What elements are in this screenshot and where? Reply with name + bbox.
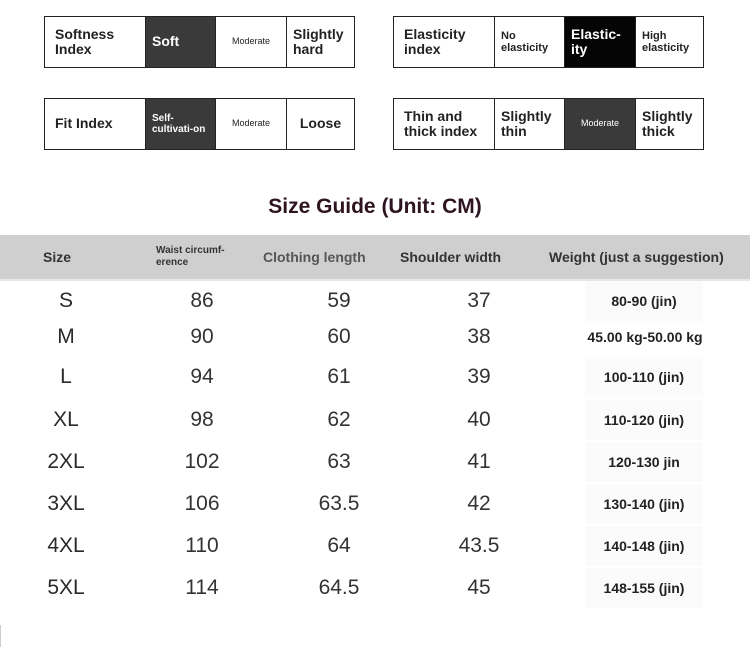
softness-index-label: Softness Index: [55, 25, 115, 57]
softness-option-soft: Soft: [145, 17, 215, 67]
waist-cell: 90: [190, 325, 214, 348]
weight-cell: 148-155 (jin): [585, 568, 703, 608]
fit-option-self-cultivation: Self-cultivati-on: [145, 99, 215, 149]
weight-cell: 120-130 jin: [585, 442, 703, 482]
shoulder-cell: 38: [467, 325, 491, 348]
table-row: [0, 317, 750, 357]
size-guide-title: Size Guide (Unit: CM): [268, 195, 482, 218]
weight-cell: 110-120 (jin): [585, 400, 703, 440]
table-row: [0, 400, 750, 440]
length-cell: 61: [327, 365, 351, 388]
column-header-weight: Weight (just a suggestion): [549, 249, 724, 265]
softness-option-moderate: Moderate: [215, 17, 286, 67]
weight-cell: 100-110 (jin): [585, 357, 703, 397]
column-header-shoulder: Shoulder width: [400, 249, 502, 265]
elasticity-index-label: Elasticity index: [404, 25, 466, 57]
fit-index-label: Fit Index: [55, 115, 113, 132]
shoulder-cell: 40: [467, 408, 491, 431]
table-row: [0, 526, 750, 566]
softness-option-slightly-hard: Slightly hard: [286, 17, 354, 67]
shoulder-cell: 37: [467, 289, 491, 312]
waist-cell: 110: [185, 534, 219, 557]
table-header: [0, 235, 750, 281]
length-cell: 59: [327, 289, 351, 312]
size-cell: S: [58, 289, 73, 312]
elasticity-index-box: [393, 16, 704, 68]
length-cell: 63.5: [318, 492, 360, 515]
size-cell: M: [57, 325, 75, 348]
size-cell: XL: [53, 408, 79, 431]
weight-cell: 45.00 kg-50.00 kg: [587, 329, 703, 345]
size-cell: 4XL: [47, 534, 85, 557]
waist-cell: 106: [184, 492, 220, 515]
shoulder-cell: 43.5: [458, 534, 500, 557]
table-row: [0, 357, 750, 397]
shoulder-cell: 45: [467, 576, 491, 599]
column-header-waist: Waist circumf-erence: [156, 245, 225, 268]
size-cell: 5XL: [47, 576, 85, 599]
waist-cell: 86: [190, 289, 214, 312]
length-cell: 63: [327, 450, 351, 473]
fit-option-moderate: Moderate: [215, 99, 286, 149]
size-cell: 2XL: [47, 450, 85, 473]
table-row: [0, 484, 750, 524]
table-row: [0, 281, 750, 321]
elasticity-option-elastic: Elastic-ity: [564, 17, 635, 67]
weight-cell: 130-140 (jin): [585, 484, 703, 524]
thickness-option-slightly-thin: Slightly thin: [494, 99, 564, 149]
softness-index-box: [44, 16, 355, 68]
column-header-length: Clothing length: [263, 249, 366, 265]
thickness-index-label: Thin and thick index: [404, 107, 478, 139]
size-cell: L: [60, 365, 72, 388]
thickness-option-slightly-thick: Slightly thick: [635, 99, 703, 149]
length-cell: 60: [327, 325, 351, 348]
waist-cell: 102: [184, 450, 220, 473]
column-header-size: Size: [43, 249, 72, 265]
waist-cell: 94: [190, 365, 214, 388]
fit-index-box: [44, 98, 355, 150]
shoulder-cell: 39: [467, 365, 491, 388]
length-cell: 64: [327, 534, 351, 557]
edge-mark: [0, 625, 1, 647]
table-row: [0, 442, 750, 482]
length-cell: 62: [327, 408, 351, 431]
shoulder-cell: 42: [467, 492, 491, 515]
length-cell: 64.5: [318, 576, 360, 599]
shoulder-cell: 41: [467, 450, 491, 473]
weight-cell: 80-90 (jin): [585, 281, 703, 321]
weight-cell: 140-148 (jin): [585, 526, 703, 566]
waist-cell: 98: [190, 408, 214, 431]
waist-cell: 114: [185, 576, 219, 599]
table-row: [0, 568, 750, 608]
thickness-option-moderate: Moderate: [564, 99, 635, 149]
elasticity-option-high: High elasticity: [635, 17, 703, 67]
thickness-index-box: [393, 98, 704, 150]
fit-option-loose: Loose: [286, 99, 354, 149]
size-cell: 3XL: [47, 492, 85, 515]
elasticity-option-none: No elasticity: [494, 17, 564, 67]
